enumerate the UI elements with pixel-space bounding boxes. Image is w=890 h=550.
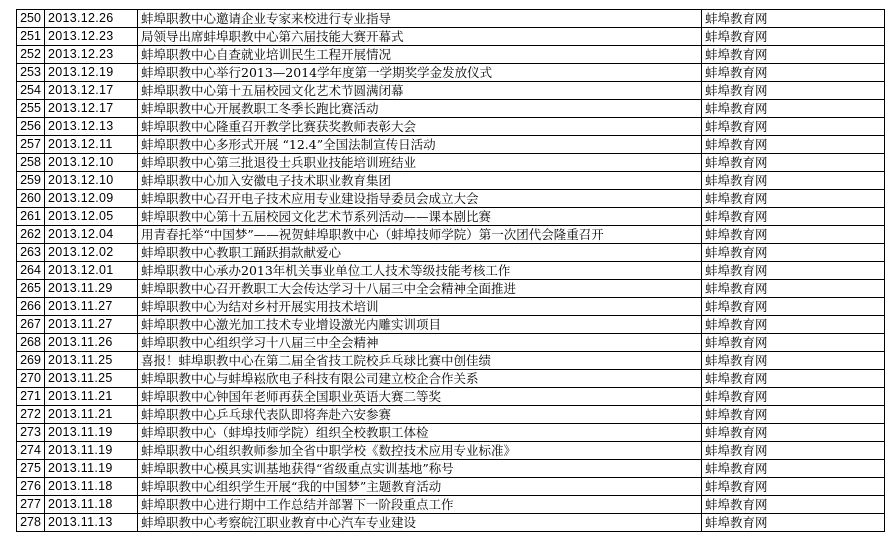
table-row xyxy=(17,136,885,154)
row-source: 蚌埠教育网 xyxy=(702,460,885,478)
row-number: 270 xyxy=(17,370,45,388)
row-title: 局领导出席蚌埠职教中心第六届技能大赛开幕式 xyxy=(138,28,702,46)
row-date: 2013.11.25 xyxy=(45,370,138,388)
row-number: 257 xyxy=(17,136,45,154)
row-title: 蚌埠职教中心承办2013年机关事业单位工人技术等级技能考核工作 xyxy=(138,262,702,280)
row-title: 蚌埠职教中心第十五届校园文化艺术节圆满闭幕 xyxy=(138,82,702,100)
row-title: 蚌埠职教中心考察皖江职业教育中心汽车专业建设 xyxy=(138,514,702,532)
row-source: 蚌埠教育网 xyxy=(702,370,885,388)
row-number: 276 xyxy=(17,478,45,496)
table-row xyxy=(17,514,885,532)
row-title: 蚌埠职教中心模具实训基地获得“省级重点实训基地”称号 xyxy=(138,460,702,478)
table-row xyxy=(17,334,885,352)
row-date: 2013.12.11 xyxy=(45,136,138,154)
row-number: 260 xyxy=(17,190,45,208)
row-date: 2013.12.10 xyxy=(45,154,138,172)
row-source: 蚌埠教育网 xyxy=(702,46,885,64)
row-date: 2013.12.26 xyxy=(45,10,138,28)
row-date: 2013.12.09 xyxy=(45,190,138,208)
row-number: 275 xyxy=(17,460,45,478)
row-date: 2013.11.25 xyxy=(45,352,138,370)
row-number: 262 xyxy=(17,226,45,244)
row-date: 2013.11.13 xyxy=(45,514,138,532)
row-number: 256 xyxy=(17,118,45,136)
table-row xyxy=(17,154,885,172)
row-number: 259 xyxy=(17,172,45,190)
table-row xyxy=(17,28,885,46)
row-number: 265 xyxy=(17,280,45,298)
table-row xyxy=(17,190,885,208)
row-number: 255 xyxy=(17,100,45,118)
row-source: 蚌埠教育网 xyxy=(702,352,885,370)
row-title: 蚌埠职教中心加入安徽电子技术职业教育集团 xyxy=(138,172,702,190)
news-list-table xyxy=(16,9,885,532)
row-source: 蚌埠教育网 xyxy=(702,496,885,514)
row-source: 蚌埠教育网 xyxy=(702,244,885,262)
row-date: 2013.11.18 xyxy=(45,496,138,514)
row-number: 269 xyxy=(17,352,45,370)
row-date: 2013.11.18 xyxy=(45,478,138,496)
table-row xyxy=(17,352,885,370)
row-source: 蚌埠教育网 xyxy=(702,10,885,28)
table-row xyxy=(17,370,885,388)
row-date: 2013.12.17 xyxy=(45,82,138,100)
row-date: 2013.11.19 xyxy=(45,424,138,442)
row-title: 蚌埠职教中心进行期中工作总结并部署下一阶段重点工作 xyxy=(138,496,702,514)
row-number: 250 xyxy=(17,10,45,28)
row-title: 蚌埠职教中心自查就业培训民生工程开展情况 xyxy=(138,46,702,64)
row-title: 蚌埠职教中心钟国年老师再获全国职业英语大赛二等奖 xyxy=(138,388,702,406)
table-row xyxy=(17,208,885,226)
row-title: 蚌埠职教中心乒乓球代表队即将奔赴六安参赛 xyxy=(138,406,702,424)
news-list-body xyxy=(17,10,885,532)
row-date: 2013.12.02 xyxy=(45,244,138,262)
table-row xyxy=(17,316,885,334)
table-row xyxy=(17,64,885,82)
row-number: 258 xyxy=(17,154,45,172)
row-number: 261 xyxy=(17,208,45,226)
row-source: 蚌埠教育网 xyxy=(702,208,885,226)
row-date: 2013.11.29 xyxy=(45,280,138,298)
row-date: 2013.11.21 xyxy=(45,388,138,406)
row-source: 蚌埠教育网 xyxy=(702,154,885,172)
table-row xyxy=(17,442,885,460)
table-row xyxy=(17,118,885,136)
table-row xyxy=(17,460,885,478)
row-number: 252 xyxy=(17,46,45,64)
row-source: 蚌埠教育网 xyxy=(702,28,885,46)
row-source: 蚌埠教育网 xyxy=(702,64,885,82)
row-number: 263 xyxy=(17,244,45,262)
row-title: 蚌埠职教中心组织学习十八届三中全会精神 xyxy=(138,334,702,352)
row-number: 268 xyxy=(17,334,45,352)
row-date: 2013.12.23 xyxy=(45,46,138,64)
row-source: 蚌埠教育网 xyxy=(702,136,885,154)
row-source: 蚌埠教育网 xyxy=(702,298,885,316)
row-source: 蚌埠教育网 xyxy=(702,280,885,298)
row-title: 蚌埠职教中心组织教师参加全省中职学校《数控技术应用专业标准》 xyxy=(138,442,702,460)
row-number: 251 xyxy=(17,28,45,46)
table-row xyxy=(17,172,885,190)
table-row xyxy=(17,262,885,280)
row-number: 253 xyxy=(17,64,45,82)
table-row xyxy=(17,100,885,118)
row-number: 264 xyxy=(17,262,45,280)
row-title: 蚌埠职教中心为结对乡村开展实用技术培训 xyxy=(138,298,702,316)
row-title: 蚌埠职教中心开展教职工冬季长跑比赛活动 xyxy=(138,100,702,118)
row-date: 2013.12.01 xyxy=(45,262,138,280)
row-date: 2013.12.19 xyxy=(45,64,138,82)
row-title: 蚌埠职教中心多形式开展 “12.4”全国法制宣传日活动 xyxy=(138,136,702,154)
row-source: 蚌埠教育网 xyxy=(702,100,885,118)
row-date: 2013.11.27 xyxy=(45,316,138,334)
row-date: 2013.11.19 xyxy=(45,460,138,478)
table-row xyxy=(17,82,885,100)
row-number: 254 xyxy=(17,82,45,100)
row-title: 蚌埠职教中心召开教职工大会传达学习十八届三中全会精神全面推进 xyxy=(138,280,702,298)
table-row xyxy=(17,424,885,442)
row-source: 蚌埠教育网 xyxy=(702,388,885,406)
row-date: 2013.12.05 xyxy=(45,208,138,226)
table-row xyxy=(17,496,885,514)
row-date: 2013.12.04 xyxy=(45,226,138,244)
row-title: 蚌埠职教中心激光加工技术专业增设激光内雕实训项目 xyxy=(138,316,702,334)
table-row xyxy=(17,406,885,424)
table-row xyxy=(17,46,885,64)
table-row xyxy=(17,226,885,244)
table-row xyxy=(17,244,885,262)
row-title: 蚌埠职教中心组织学生开展“我的中国梦”主题教育活动 xyxy=(138,478,702,496)
row-number: 277 xyxy=(17,496,45,514)
row-source: 蚌埠教育网 xyxy=(702,514,885,532)
row-date: 2013.11.26 xyxy=(45,334,138,352)
row-source: 蚌埠教育网 xyxy=(702,262,885,280)
row-title: 蚌埠职教中心举行2013—2014学年度第一学期奖学金发放仪式 xyxy=(138,64,702,82)
row-source: 蚌埠教育网 xyxy=(702,316,885,334)
row-date: 2013.11.21 xyxy=(45,406,138,424)
row-title: 蚌埠职教中心第三批退役士兵职业技能培训班结业 xyxy=(138,154,702,172)
row-source: 蚌埠教育网 xyxy=(702,478,885,496)
row-title: 蚌埠职教中心召开电子技术应用专业建设指导委员会成立大会 xyxy=(138,190,702,208)
row-date: 2013.12.17 xyxy=(45,100,138,118)
row-number: 278 xyxy=(17,514,45,532)
table-row xyxy=(17,10,885,28)
row-date: 2013.11.27 xyxy=(45,298,138,316)
table-row xyxy=(17,478,885,496)
table-row xyxy=(17,298,885,316)
row-source: 蚌埠教育网 xyxy=(702,334,885,352)
row-title: 蚌埠职教中心隆重召开教学比赛获奖教师表彰大会 xyxy=(138,118,702,136)
row-source: 蚌埠教育网 xyxy=(702,424,885,442)
row-title: 用青春托举“中国梦”——祝贺蚌埠职教中心（蚌埠技师学院）第一次团代会隆重召开 xyxy=(138,226,702,244)
row-title: 蚌埠职教中心与蚌埠崧欣电子科技有限公司建立校企合作关系 xyxy=(138,370,702,388)
row-title: 蚌埠职教中心第十五届校园文化艺术节系列活动——课本剧比赛 xyxy=(138,208,702,226)
row-date: 2013.11.19 xyxy=(45,442,138,460)
row-source: 蚌埠教育网 xyxy=(702,118,885,136)
row-title: 蚌埠职教中心邀请企业专家来校进行专业指导 xyxy=(138,10,702,28)
table-row xyxy=(17,388,885,406)
row-title: 喜报！蚌埠职教中心在第二届全省技工院校乒乓球比赛中创佳绩 xyxy=(138,352,702,370)
row-source: 蚌埠教育网 xyxy=(702,190,885,208)
row-date: 2013.12.13 xyxy=(45,118,138,136)
row-source: 蚌埠教育网 xyxy=(702,406,885,424)
table-row xyxy=(17,280,885,298)
row-title: 蚌埠职教中心（蚌埠技师学院）组织全校教职工体检 xyxy=(138,424,702,442)
row-source: 蚌埠教育网 xyxy=(702,442,885,460)
row-date: 2013.12.23 xyxy=(45,28,138,46)
row-source: 蚌埠教育网 xyxy=(702,226,885,244)
row-number: 266 xyxy=(17,298,45,316)
row-number: 271 xyxy=(17,388,45,406)
row-number: 272 xyxy=(17,406,45,424)
row-number: 273 xyxy=(17,424,45,442)
row-source: 蚌埠教育网 xyxy=(702,172,885,190)
row-number: 274 xyxy=(17,442,45,460)
row-source: 蚌埠教育网 xyxy=(702,82,885,100)
row-title: 蚌埠职教中心教职工踊跃捐款献爱心 xyxy=(138,244,702,262)
row-date: 2013.12.10 xyxy=(45,172,138,190)
row-number: 267 xyxy=(17,316,45,334)
